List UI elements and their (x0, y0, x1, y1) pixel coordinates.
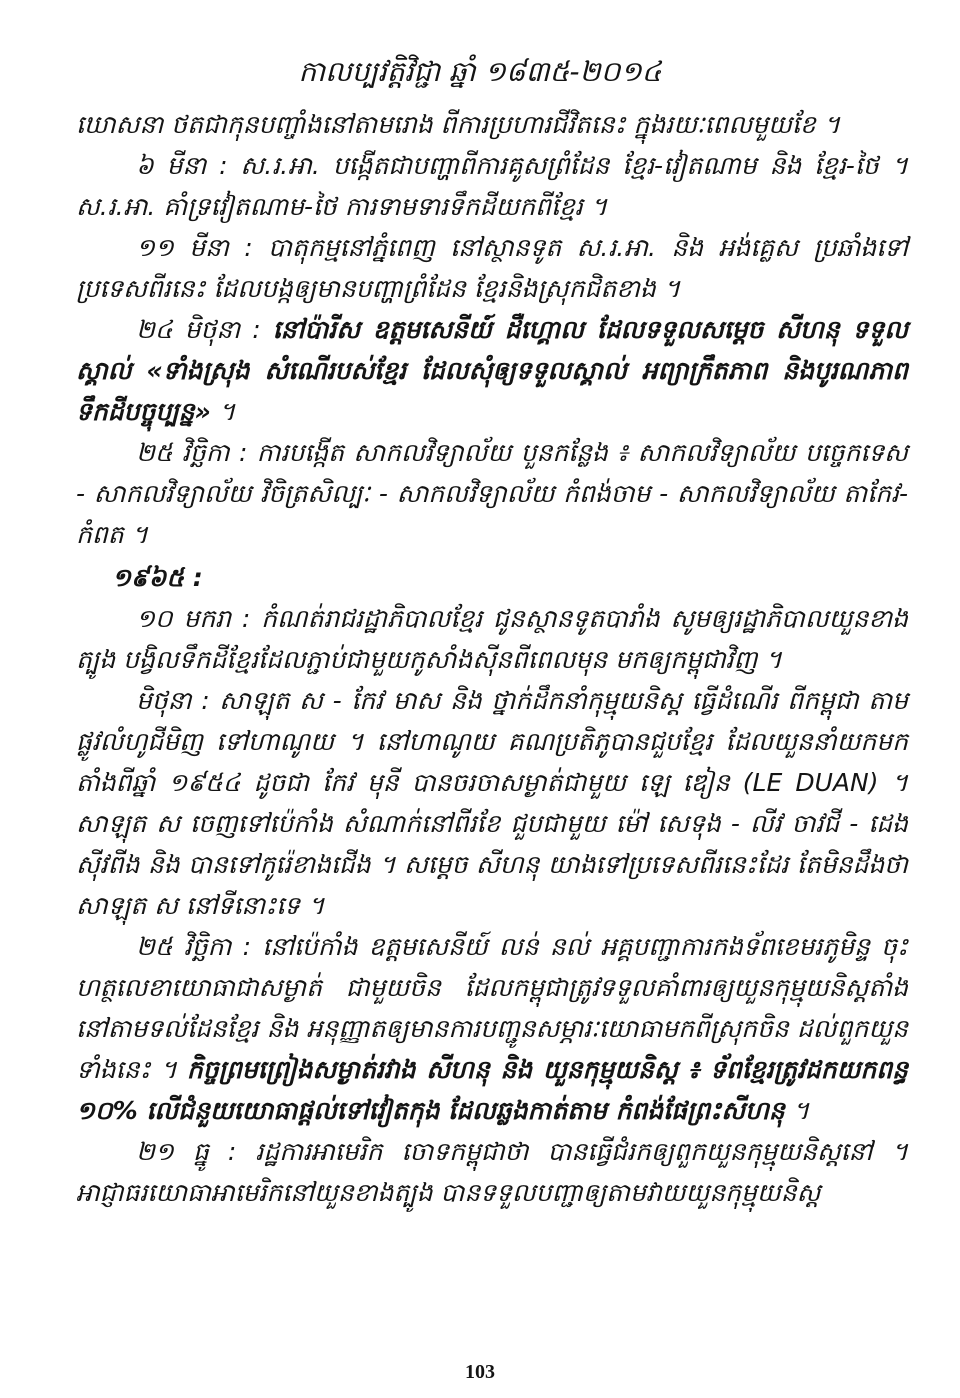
paragraph-7: មិថុនា : សាឡុត ស - កែវ មាស និង ថ្នាក់ដឹកនាំកុម្មុយនិស្ត ធ្វើដំណើរ ពីកម្ពុជា តាមផ្លូវលំហូជីមិញ ទៅហាណូយ ។ នៅហាណូយ គណប្រតិភូបានជួបខ្មែរ ដែលយួននាំយកមក តាំងពីឆ្នាំ ១៩៥៤ ដូចជា កែវ មុនី បានចរចាសម្ងាត់ជាមួយ ឡេ ឌៀន (LE DUAN) ។ សាឡុត ស ចេញទៅប៉េកាំង សំណាក់នៅពីរខែ ជួបជាមួយ ម៉ៅ សេទុង - លីវ ចាវជី - ដេង ស៊ីវពីង និង បានទៅកូរ៉េខាងជើង ។ សម្ដេច សីហនុ យាងទៅប្រទេសពីរនេះដែរ តែមិនដឹងថា សាឡុត ស នៅទីនោះទេ ។ (76, 686, 908, 920)
paragraph-4-tail: ។ (210, 397, 236, 426)
body-text (76, 104, 908, 1213)
paragraph-3: ១១ មីនា : បាតុកម្មនៅភ្នំពេញ នៅស្ថានទូត ស.រ.អា. និង អង់គ្លេស ប្រឆាំងទៅប្រទេសពីរនេះ ដែលបង្កឲ្យមានបញ្ហាព្រំដែន ខ្មែរនិងស្រុកជិតខាង ។ (76, 233, 908, 303)
paragraph-8-plain: ២៥ វិច្ឆិកា : នៅប៉េកាំង ឧត្ដមសេនីយ៍ លន់ នល់ អគ្គបញ្ជាការកងទ័ពខេមរភូមិន្ទ ចុះហត្ថលេខាយោធាជាសម្ងាត់ ជាមួយចិន ដែលកម្ពុជាត្រូវទទួលគាំពារឲ្យយួនកុម្មុយនិស្តតាំងនៅតាមទល់ដែនខ្មែរ និង អនុញ្ញាតឲ្យមានការបញ្ជូនសម្ភារៈយោធាមកពីស្រុកចិន ដល់ពួកយួនទាំងនេះ ។ (76, 932, 908, 1084)
paragraph-4-date: ២៤ មិថុនា : (136, 315, 273, 344)
paragraph-8 (76, 926, 908, 1131)
paragraph-5: ២៥ វិច្ឆិកា : ការបង្កើត សាកលវិទ្យាល័យ បួនកន្លែង ៖ សាកលវិទ្យាល័យ បច្ចេកទេស - សាកលវិទ្យាល័យ វិចិត្រសិល្បៈ - សាកលវិទ្យាល័យ កំពង់ចាម - សាកលវិទ្យាល័យ តាកែវ-កំពត ។ (76, 438, 908, 549)
paragraph-6: ១០ មករា : កំណត់រាជរដ្ឋាភិបាលខ្មែរ ជូនស្ថានទូតបារាំង សូមឲ្យរដ្ឋាភិបាលយួនខាងត្បូង បង្វិលទឹកដីខ្មែរដែលភ្ជាប់ជាមួយកូសាំងស៊ីនពីពេលមុន មកឲ្យកម្ពុជាវិញ ។ (76, 604, 908, 674)
paragraph-8-bold: កិច្ចព្រមព្រៀងសម្ងាត់រវាង សីហនុ និង យួនកុម្មុយនិស្ត ៖ ទ័ពខ្មែរត្រូវដកយកពន្ធ ១០% លើជំនួយយោធាផ្ដល់ទៅវៀតកុង ដែលឆ្លងកាត់តាម កំពង់ផែព្រះសីហនុ (76, 1055, 909, 1125)
running-header: កាលប្បវត្តិវិជ្ជា ឆ្នាំ ១៨៣៥-២០១៤ (298, 55, 662, 88)
page-number: 103 (465, 1361, 495, 1383)
year-heading: ១៩៦៥ : (112, 563, 203, 592)
paragraph-2: ៦ មីនា : ស.រ.អា. បង្កើតជាបញ្ហាពីការគូសព្រំដែន ខ្មែរ-វៀតណាម និង ខ្មែរ-ថៃ ។ ស.រ.អា. គាំទ្រវៀតណាម-ថៃ ការទាមទារទឹកដីយកពីខ្មែរ ។ (76, 151, 908, 221)
paragraph-9: ២១ ធ្នូ : រដ្ឋការអាមេរិក ចោទកម្ពុជាថា បានធ្វើជំរកឲ្យពួកយួនកុម្មុយនិស្តនៅ ។ អាជ្ញាធរយោធាអាមេរិកនៅយួនខាងត្បូង បានទទួលបញ្ជាឲ្យតាមវាយយួនកុម្មុយនិស្ត (76, 1137, 908, 1207)
paragraph-4-bold: នៅប៉ារីស ឧត្ដមសេនីយ៍ ដឺហ្គោល ដែលទទួលសម្ដេច សីហនុ ទទួលស្គាល់ «ទាំងស្រុង សំណើរបស់ខ្មែរ ដែលសុំឲ្យទទួលស្គាល់ អព្យាក្រឹតភាព និងបូរណភាពទឹកដីបច្ចុប្បន្ន» (76, 315, 908, 426)
paragraph-4 (76, 309, 908, 432)
paragraph-1: ឃោសនា ថតជាកុនបញ្ចាំងនៅតាមរោង ពីការប្រហារជីវិតនេះ ក្នុងរយៈពេលមួយខែ ។ (76, 110, 841, 139)
paragraph-8-tail: ។ (784, 1096, 810, 1125)
